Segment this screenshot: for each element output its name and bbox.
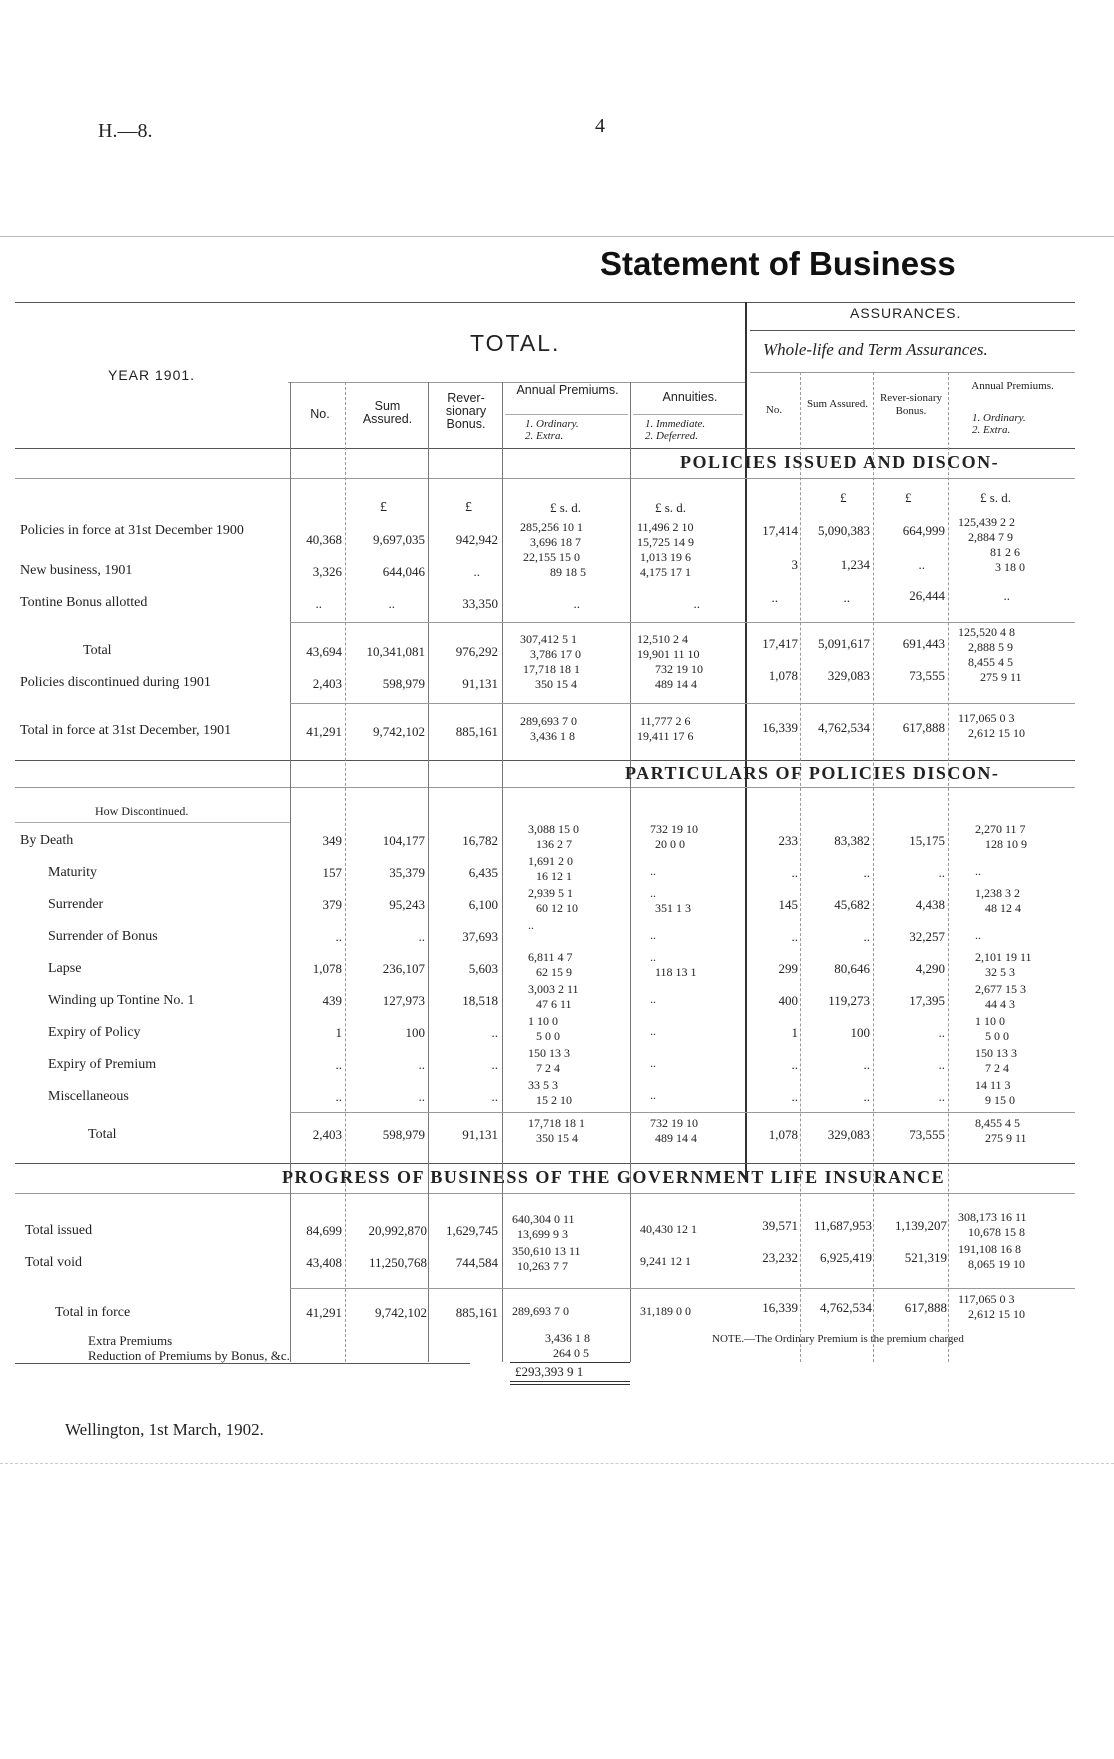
col-annuities-sub1: 1. Immediate.: [645, 418, 706, 430]
grand-total-value: £293,393 9 1: [515, 1364, 584, 1379]
cell-a-no: 1,078: [768, 668, 798, 683]
cell-prem: 47 6 11: [536, 997, 572, 1011]
cell-a-no: ..: [791, 865, 798, 880]
cell-prem: 640,304 0 11: [512, 1212, 575, 1226]
cell-ann: 732 19 10: [650, 822, 698, 836]
cell-prem: 350,610 13 11: [512, 1244, 581, 1258]
unit-rev: £: [465, 500, 472, 515]
cell-ann: 11,777 2 6: [640, 714, 691, 728]
cell-ann: ..: [650, 1024, 656, 1038]
cell-a-rev: ..: [938, 1089, 945, 1104]
cell-ann: 15,725 14 9: [637, 535, 694, 549]
cell-prem: 285,256 10 1: [520, 520, 583, 534]
cell-sum: ..: [418, 1089, 425, 1104]
row-label: Maturity: [48, 865, 97, 880]
cell-ann: 9,241 12 1: [640, 1254, 691, 1268]
cell-prem: 307,412 5 1: [520, 632, 577, 646]
row-label: Total issued: [25, 1223, 93, 1238]
cell-a-no: 16,339: [762, 720, 798, 735]
cell-sum: ..: [418, 929, 425, 944]
cell-a-sum: 80,646: [834, 961, 870, 976]
cell-a-prem: 5 0 0: [985, 1029, 1009, 1043]
cell-a-sum: ..: [863, 1057, 870, 1072]
cell-a-prem: 150 13 3: [975, 1046, 1017, 1060]
cell-ann: ..: [650, 1056, 656, 1070]
row-label: Miscellaneous: [48, 1089, 129, 1104]
note-text: NOTE.—The Ordinary Premium is the premium charged: [712, 1333, 964, 1345]
row-label: Expiry of Premium: [48, 1057, 157, 1072]
cell-no: ..: [335, 1089, 342, 1104]
cell-a-no: ..: [791, 1057, 798, 1072]
cell-ann: ..: [650, 992, 656, 1006]
how-discontinued-heading: How Discontinued.: [95, 804, 189, 818]
cell-a-rev: ..: [938, 1025, 945, 1040]
cell-prem: 3,436 1 8: [530, 729, 575, 743]
page-number: 4: [595, 115, 605, 137]
cell-rev: 18,518: [462, 993, 498, 1008]
cell-no: 2,403: [312, 1127, 342, 1142]
cell-no: 1,078: [312, 961, 342, 976]
cell-rev: 37,693: [462, 929, 498, 944]
cell-rev: 91,131: [462, 676, 498, 691]
section2-band: PARTICULARS OF POLICIES DISCON-: [625, 763, 1000, 783]
cell-sum: 10,341,081: [366, 644, 425, 659]
cell-a-no: ..: [771, 590, 778, 605]
cell-prem: 16 12 1: [536, 869, 572, 883]
cell-a-sum: 119,273: [828, 993, 870, 1008]
cell-sum: 95,243: [389, 897, 425, 912]
cell-prem: 13,699 9 3: [517, 1227, 568, 1241]
cell-prem: ..: [573, 596, 580, 611]
col-annuities-sub2: 2. Deferred.: [645, 430, 699, 442]
cell-a-rev: 617,888: [904, 1300, 947, 1315]
cell-a-prem: 7 2 4: [985, 1061, 1009, 1075]
cell-rev: ..: [473, 564, 480, 579]
cell-rev: 942,942: [455, 532, 498, 547]
cell-a-prem: 2,270 11 7: [975, 822, 1026, 836]
section1-band: POLICIES ISSUED AND DISCON-: [680, 452, 1000, 472]
cell-a-rev: ..: [938, 865, 945, 880]
cell-no: 84,699: [306, 1223, 342, 1238]
cell-a-prem: 2,612 15 10: [968, 1307, 1025, 1321]
cell-ann: ..: [693, 596, 700, 611]
cell-prem: 22,155 15 0: [523, 550, 580, 564]
col-annual-sub2: 2. Extra.: [525, 430, 564, 442]
cell-ann: 19,411 17 6: [637, 729, 694, 743]
unit-a-prem: £ s. d.: [980, 490, 1012, 505]
cell-rev: 885,161: [455, 1305, 498, 1320]
a-annual-header: Annual Premiums.: [971, 380, 1054, 392]
cell-a-prem: 8,455 4 5: [975, 1116, 1020, 1130]
cell-sum: 9,742,102: [375, 1305, 427, 1320]
cell-sum: 20,992,870: [368, 1223, 427, 1238]
cell-ann: 732 19 10: [655, 662, 703, 676]
row-label: Surrender of Bonus: [48, 929, 158, 944]
cell-sum: 9,697,035: [373, 532, 425, 547]
cell-ann: 40,430 12 1: [640, 1222, 697, 1236]
whole-life-heading: Whole-life and Term Assurances.: [763, 340, 988, 359]
cell-prem: 2,939 5 1: [528, 886, 573, 900]
section3-band: PROGRESS OF BUSINESS OF THE GOVERNMENT LIFE INSURANCE: [282, 1167, 946, 1187]
cell-a-rev: 1,139,207: [895, 1218, 947, 1233]
unit-a-rev: £: [905, 490, 912, 505]
col-no-header: No.: [310, 407, 330, 421]
cell-a-prem: 32 5 3: [985, 965, 1015, 979]
unit-prem: £ s. d.: [550, 500, 582, 515]
cell-a-rev: 73,555: [909, 1127, 945, 1142]
row-label: Tontine Bonus allotted: [20, 595, 148, 610]
cell-a-prem: 8,455 4 5: [968, 655, 1013, 669]
unit-ann: £ s. d.: [655, 500, 687, 515]
cell-prem: 62 15 9: [536, 965, 572, 979]
cell-a-no: 145: [778, 897, 798, 912]
cell-a-no: 39,571: [762, 1218, 798, 1233]
cell-rev: ..: [491, 1089, 498, 1104]
cell-a-prem: 2,612 15 10: [968, 726, 1025, 740]
cell-prem: 3,696 18 7: [530, 535, 581, 549]
cell-prem: 15 2 10: [536, 1093, 572, 1107]
col-sum-header: Sum Assured.: [362, 399, 413, 426]
cell-ann: 31,189 0 0: [640, 1304, 691, 1318]
cell-no: 41,291: [306, 1305, 342, 1320]
cell-a-prem: 1 10 0: [975, 1014, 1005, 1028]
cell-a-prem: 275 9 11: [985, 1131, 1027, 1145]
cell-prem: 33 5 3: [528, 1078, 558, 1092]
cell-prem: 289,693 7 0: [520, 714, 577, 728]
cell-ann: 19,901 11 10: [637, 647, 700, 661]
cell-ann: 732 19 10: [650, 1116, 698, 1130]
col-annual-header: Annual Premiums.: [516, 383, 619, 397]
cell-no: 41,291: [306, 724, 342, 739]
cell-a-no: 17,417: [762, 636, 798, 651]
cell-a-sum: 329,083: [827, 1127, 870, 1142]
cell-a-prem: 8,065 19 10: [968, 1257, 1025, 1271]
cell-a-rev: 15,175: [909, 833, 945, 848]
cell-a-sum: 5,091,617: [818, 636, 870, 651]
cell-prem: 7 2 4: [536, 1061, 560, 1075]
cell-rev: 6,100: [468, 897, 498, 912]
cell-a-prem: 275 9 11: [980, 670, 1022, 684]
row-label: Policies in force at 31st December 1900: [20, 523, 244, 538]
cell-sum: 236,107: [382, 961, 425, 976]
cell-a-prem: 1,238 3 2: [975, 886, 1020, 900]
cell-rev: 1,629,745: [446, 1223, 498, 1238]
cell-a-prem: ..: [975, 864, 981, 878]
cell-sum: 9,742,102: [373, 724, 425, 739]
cell-prem: 17,718 18 1: [528, 1116, 585, 1130]
cell-rev: 91,131: [462, 1127, 498, 1142]
cell-a-sum: 1,234: [840, 557, 870, 572]
cell-no: 43,408: [306, 1255, 342, 1270]
cell-a-prem: 3 18 0: [995, 560, 1025, 574]
cell-prem: 3,088 15 0: [528, 822, 579, 836]
cell-no: ..: [335, 1057, 342, 1072]
cell-no: ..: [315, 596, 322, 611]
reduction-value: 264 0 5: [553, 1346, 589, 1360]
cell-ann: ..: [650, 928, 656, 942]
row-label: Expiry of Policy: [48, 1025, 141, 1040]
cell-sum: 100: [405, 1025, 425, 1040]
cell-no: 157: [322, 865, 342, 880]
cell-a-prem: 125,439 2 2: [958, 515, 1015, 529]
cell-ann: 118 13 1: [655, 965, 697, 979]
cell-prem: 350 15 4: [536, 1131, 578, 1145]
cell-ann: ..: [650, 1088, 656, 1102]
a-annual-sub1: 1. Ordinary.: [972, 412, 1026, 424]
row-label: Total: [83, 643, 112, 658]
cell-a-prem: 128 10 9: [985, 837, 1027, 851]
cell-prem: 6,811 4 7: [528, 950, 573, 964]
cell-a-no: 23,232: [762, 1250, 798, 1265]
page-title: Statement of Business: [600, 245, 956, 282]
cell-a-sum: ..: [843, 590, 850, 605]
cell-prem: 3,003 2 11: [528, 982, 579, 996]
cell-prem: 10,263 7 7: [517, 1259, 568, 1273]
cell-prem: 136 2 7: [536, 837, 572, 851]
assurances-heading: ASSURANCES.: [850, 305, 962, 321]
a-no-header: No.: [765, 404, 783, 416]
cell-a-sum: 4,762,534: [820, 1300, 872, 1315]
cell-ann: ..: [650, 950, 656, 964]
cell-no: 1: [335, 1025, 342, 1040]
cell-a-prem: 9 15 0: [985, 1093, 1015, 1107]
cell-a-no: ..: [791, 1089, 798, 1104]
reduction-label: Reduction of Premiums by Bonus, &c.: [88, 1348, 290, 1363]
cell-a-sum: ..: [863, 1089, 870, 1104]
cell-rev: ..: [491, 1025, 498, 1040]
cell-a-no: 400: [778, 993, 798, 1008]
cell-rev: 976,292: [455, 644, 498, 659]
cell-rev: 5,603: [468, 961, 498, 976]
cell-prem: 89 18 5: [550, 565, 586, 579]
row-label: Lapse: [48, 961, 82, 976]
cell-a-prem: 2,888 5 9: [968, 640, 1013, 654]
cell-ann: 1,013 19 6: [640, 550, 691, 564]
cell-a-no: 17,414: [762, 523, 798, 538]
cell-a-rev: ..: [938, 1057, 945, 1072]
cell-a-sum: 83,382: [834, 833, 870, 848]
unit-a-sum: £: [840, 490, 847, 505]
row-label: New business, 1901: [20, 563, 133, 578]
cell-a-prem: 191,108 16 8: [958, 1242, 1021, 1256]
cell-a-no: 1,078: [768, 1127, 798, 1142]
cell-a-rev: 4,290: [915, 961, 945, 976]
cell-a-rev: 691,443: [902, 636, 945, 651]
extra-premiums-value: 3,436 1 8: [545, 1331, 590, 1345]
total-heading: TOTAL.: [470, 330, 561, 356]
cell-no: 3,326: [312, 564, 342, 579]
cell-prem: 350 15 4: [535, 677, 577, 691]
cell-a-sum: 100: [850, 1025, 870, 1040]
cell-sum: 35,379: [389, 865, 425, 880]
cell-rev: 6,435: [468, 865, 498, 880]
cell-a-sum: ..: [863, 929, 870, 944]
cell-a-prem: 14 11 3: [975, 1078, 1011, 1092]
cell-a-rev: 664,999: [902, 523, 945, 538]
cell-ann: ..: [650, 864, 656, 878]
cell-a-rev: 521,319: [904, 1250, 947, 1265]
unit-sum: £: [380, 500, 387, 515]
cell-a-prem: 81 2 6: [990, 545, 1020, 559]
extra-premiums-label: Extra Premiums: [88, 1333, 173, 1348]
cell-rev: 33,350: [462, 596, 498, 611]
cell-a-sum: 11,687,953: [813, 1218, 872, 1233]
cell-no: 2,403: [312, 676, 342, 691]
cell-a-rev: 617,888: [902, 720, 945, 735]
cell-a-sum: 6,925,419: [820, 1250, 872, 1265]
col-annual-sub1: 1. Ordinary.: [525, 418, 579, 430]
cell-no: 43,694: [306, 644, 342, 659]
cell-prem: 1,691 2 0: [528, 854, 573, 868]
cell-a-prem: ..: [975, 928, 981, 942]
a-annual-sub2: 2. Extra.: [972, 424, 1011, 436]
cell-a-rev: 32,257: [909, 929, 945, 944]
cell-ann: 20 0 0: [655, 837, 685, 851]
row-label: Total: [88, 1127, 117, 1142]
cell-rev: ..: [491, 1057, 498, 1072]
cell-a-prem: 117,065 0 3: [958, 1292, 1015, 1306]
cell-a-no: 16,339: [762, 1300, 798, 1315]
row-label: Total in force at 31st December, 1901: [20, 723, 232, 738]
cell-ann: 351 1 3: [655, 901, 691, 915]
cell-sum: 127,973: [382, 993, 425, 1008]
cell-prem: 5 0 0: [536, 1029, 560, 1043]
cell-sum: ..: [418, 1057, 425, 1072]
cell-a-no: 1: [791, 1025, 798, 1040]
row-label: Surrender: [48, 897, 104, 912]
row-label: Winding up Tontine No. 1: [48, 993, 195, 1008]
cell-ann: 489 14 4: [655, 1131, 697, 1145]
year-heading: YEAR 1901.: [108, 367, 196, 383]
cell-rev: 744,584: [455, 1255, 498, 1270]
cell-a-prem: 10,678 15 8: [968, 1225, 1025, 1239]
cell-sum: 598,979: [382, 676, 425, 691]
cell-a-sum: 45,682: [834, 897, 870, 912]
cell-a-prem: 2,884 7 9: [968, 530, 1013, 544]
a-rev-header: Rever-sionary Bonus.: [879, 392, 943, 417]
cell-a-no: 233: [778, 833, 798, 848]
cell-ann: 11,496 2 10: [637, 520, 694, 534]
cell-ann: 4,175 17 1: [640, 565, 691, 579]
a-sum-header: Sum Assured.: [806, 398, 869, 410]
cell-a-no: ..: [791, 929, 798, 944]
cell-prem: 17,718 18 1: [523, 662, 580, 676]
cell-a-rev: 4,438: [915, 897, 945, 912]
row-label: Total in force: [55, 1305, 131, 1320]
row-label: By Death: [20, 833, 74, 848]
cell-sum: 104,177: [382, 833, 425, 848]
cell-a-prem: 48 12 4: [985, 901, 1021, 915]
col-rev-header: Rever-sionary Bonus.: [445, 391, 487, 431]
cell-a-no: 299: [778, 961, 798, 976]
row-label: Total void: [25, 1255, 82, 1270]
cell-prem: 289,693 7 0: [512, 1304, 569, 1318]
cell-sum: 11,250,768: [368, 1255, 427, 1270]
cell-a-prem: 125,520 4 8: [958, 625, 1015, 639]
cell-prem: 150 13 3: [528, 1046, 570, 1060]
cell-a-prem: 44 4 3: [985, 997, 1015, 1011]
cell-a-rev: 17,395: [909, 993, 945, 1008]
cell-prem: ..: [528, 918, 534, 932]
cell-a-sum: 329,083: [827, 668, 870, 683]
cell-sum: 598,979: [382, 1127, 425, 1142]
cell-a-prem: 2,101 19 11: [975, 950, 1032, 964]
cell-a-prem: 117,065 0 3: [958, 711, 1015, 725]
page-reference: H.—8.: [98, 120, 153, 142]
cell-a-prem: 308,173 16 11: [958, 1210, 1027, 1224]
cell-a-sum: 5,090,383: [818, 523, 870, 538]
cell-no: 439: [322, 993, 342, 1008]
cell-no: 379: [322, 897, 342, 912]
cell-no: ..: [335, 929, 342, 944]
cell-a-rev: 73,555: [909, 668, 945, 683]
cell-rev: 885,161: [455, 724, 498, 739]
cell-rev: 16,782: [462, 833, 498, 848]
cell-a-sum: ..: [863, 865, 870, 880]
cell-a-prem: 2,677 15 3: [975, 982, 1026, 996]
cell-sum: 644,046: [382, 564, 425, 579]
cell-ann: 12,510 2 4: [637, 632, 688, 646]
cell-a-rev: 26,444: [909, 588, 945, 603]
cell-no: 40,368: [306, 532, 342, 547]
cell-a-sum: 4,762,534: [818, 720, 870, 735]
cell-a-prem: ..: [1003, 588, 1010, 603]
cell-a-no: 3: [791, 557, 798, 572]
cell-prem: 3,786 17 0: [530, 647, 581, 661]
cell-ann: 489 14 4: [655, 677, 697, 691]
col-annuities-header: Annuities.: [662, 390, 718, 404]
cell-ann: ..: [650, 886, 656, 900]
cell-no: 349: [322, 833, 342, 848]
cell-sum: ..: [388, 596, 395, 611]
cell-a-rev: ..: [918, 557, 925, 572]
cell-prem: 60 12 10: [536, 901, 578, 915]
footer-place-date: Wellington, 1st March, 1902.: [65, 1420, 264, 1439]
row-label: Policies discontinued during 1901: [20, 675, 211, 690]
cell-prem: 1 10 0: [528, 1014, 558, 1028]
